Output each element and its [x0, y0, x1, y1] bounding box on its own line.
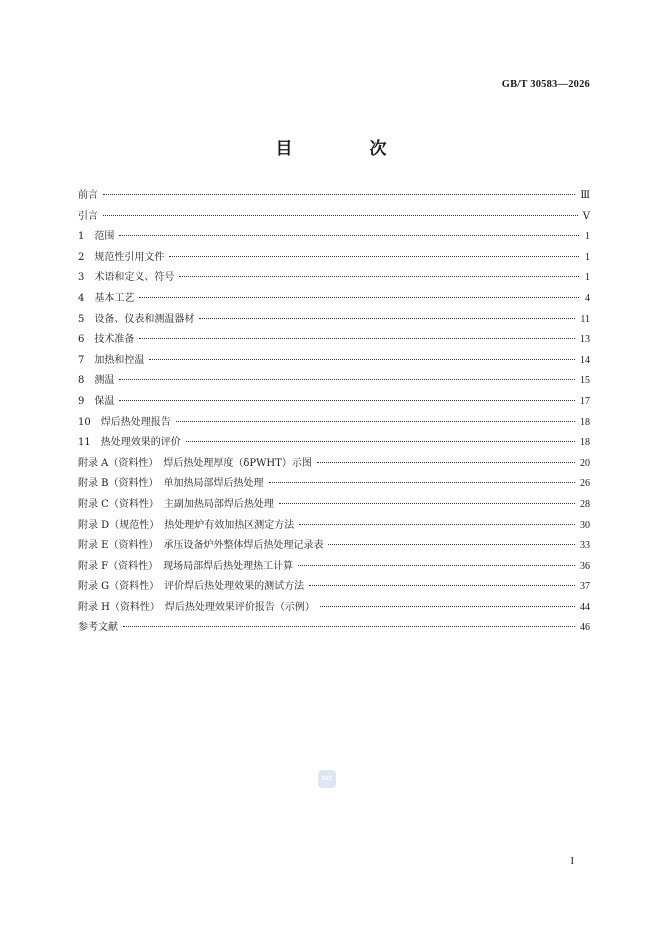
- toc-entry-label: 附录 A（资料性） 焊后热处理厚度（δPWHT）示图: [78, 457, 312, 469]
- toc-entry[interactable]: [78, 248, 590, 269]
- toc-entry-label: 附录 F（资料性） 现场局部焊后热处理热工计算: [78, 560, 294, 572]
- toc-dot-leader: [119, 235, 579, 236]
- toc-entry[interactable]: [78, 371, 590, 392]
- toc-entry-page: 44: [580, 601, 590, 613]
- toc-entry-label: 1 范围: [78, 231, 115, 243]
- toc-entry-page: Ⅲ: [580, 190, 590, 201]
- sac-watermark-icon: SAC: [318, 770, 336, 788]
- toc-entry-label: 附录 E（资料性） 承压设备炉外整体焊后热处理记录表: [78, 540, 324, 552]
- toc-dot-leader: [320, 606, 575, 607]
- toc-entry[interactable]: [78, 413, 590, 434]
- toc-entry[interactable]: [78, 330, 590, 351]
- toc-entry-label: 附录 C（资料性） 主副加热局部焊后热处理: [78, 498, 274, 510]
- toc-entry-page: 18: [580, 416, 590, 428]
- toc-dot-leader: [169, 256, 579, 257]
- toc-entry[interactable]: [78, 557, 590, 578]
- toc-entry[interactable]: [78, 433, 590, 454]
- toc-entry-page: 46: [580, 622, 590, 634]
- toc-entry-label: 6 技术准备: [78, 334, 135, 346]
- toc-entry-label: 引言: [78, 210, 98, 222]
- toc-dot-leader: [309, 585, 575, 586]
- toc-entry[interactable]: [78, 227, 590, 248]
- toc-dot-leader: [139, 297, 579, 298]
- toc-entry-page: 18: [580, 437, 590, 449]
- toc-entry-page: 14: [580, 354, 590, 366]
- toc-entry[interactable]: [78, 310, 590, 331]
- toc-dot-leader: [317, 462, 575, 463]
- page-number: I: [570, 856, 574, 867]
- toc-entry[interactable]: [78, 351, 590, 372]
- toc-entry-label: 附录 G（资料性） 评价焊后热处理效果的测试方法: [78, 581, 305, 593]
- toc-entry-label: 前言: [78, 190, 98, 201]
- toc-entry-label: 4 基本工艺: [78, 292, 135, 304]
- toc-entry[interactable]: [78, 474, 590, 495]
- toc-dot-leader: [119, 400, 575, 401]
- toc-dot-leader: [328, 544, 575, 545]
- toc-entry[interactable]: [78, 598, 590, 619]
- toc-dot-leader: [103, 215, 578, 216]
- toc-dot-leader: [299, 524, 575, 525]
- toc-dot-leader: [199, 318, 575, 319]
- toc-entry-page: 4: [585, 292, 590, 304]
- toc-entry-label: 附录 H（资料性） 焊后热处理效果评价报告（示例）: [78, 601, 315, 613]
- toc-entry[interactable]: [78, 495, 590, 516]
- toc-dot-leader: [149, 359, 575, 360]
- toc-entry-label: 10 焊后热处理报告: [78, 416, 171, 428]
- toc-dot-leader: [269, 482, 575, 483]
- toc-entry-page: 13: [580, 334, 590, 346]
- toc-entry-page: 11: [580, 313, 590, 325]
- toc-dot-leader: [176, 421, 575, 422]
- toc-dot-leader: [179, 276, 579, 277]
- toc-entry[interactable]: [78, 516, 590, 537]
- toc-entry-page: 1: [585, 231, 590, 243]
- table-of-contents: [78, 186, 590, 639]
- toc-entry[interactable]: [78, 268, 590, 289]
- toc-dot-leader: [298, 565, 575, 566]
- standard-code: GB/T 30583—2026: [501, 79, 590, 90]
- toc-dot-leader: [123, 626, 575, 627]
- toc-dot-leader: [139, 338, 575, 339]
- page-title: 目 次: [275, 139, 417, 159]
- toc-entry[interactable]: [78, 618, 590, 639]
- toc-dot-leader: [103, 194, 575, 195]
- toc-entry-label: 8 测温: [78, 375, 115, 387]
- toc-entry-page: Ⅴ: [582, 210, 590, 222]
- toc-entry[interactable]: [78, 186, 590, 207]
- toc-entry-page: 20: [580, 457, 590, 469]
- toc-dot-leader: [279, 503, 575, 504]
- toc-entry[interactable]: [78, 289, 590, 310]
- toc-entry-page: 17: [580, 395, 590, 407]
- toc-entry[interactable]: [78, 207, 590, 228]
- toc-entry-label: 5 设备、仪表和测温器材: [78, 313, 195, 325]
- toc-entry-label: 3 术语和定义、符号: [78, 272, 175, 284]
- toc-entry-page: 26: [580, 478, 590, 490]
- toc-entry[interactable]: [78, 454, 590, 475]
- toc-entry-label: 11 热处理效果的评价: [78, 437, 181, 449]
- toc-entry[interactable]: [78, 392, 590, 413]
- toc-entry-page: 1: [585, 251, 590, 263]
- toc-entry-label: 2 规范性引用文件: [78, 251, 165, 263]
- toc-dot-leader: [119, 379, 575, 380]
- toc-entry[interactable]: [78, 536, 590, 557]
- toc-entry-label: 9 保温: [78, 395, 115, 407]
- toc-entry-page: 15: [580, 375, 590, 387]
- toc-entry-label: 参考文献: [78, 622, 118, 634]
- toc-entry-label: 附录 D（规范性） 热处理炉有效加热区测定方法: [78, 519, 295, 531]
- toc-entry-page: 28: [580, 498, 590, 510]
- toc-entry-label: 7 加热和控温: [78, 354, 145, 366]
- toc-entry-page: 1: [585, 272, 590, 284]
- toc-entry-page: 33: [580, 540, 590, 552]
- toc-entry-page: 30: [580, 519, 590, 531]
- toc-entry[interactable]: [78, 577, 590, 598]
- toc-entry-page: 37: [580, 581, 590, 593]
- toc-dot-leader: [186, 441, 575, 442]
- toc-entry-page: 36: [580, 560, 590, 572]
- toc-entry-label: 附录 B（资料性） 单加热局部焊后热处理: [78, 478, 264, 490]
